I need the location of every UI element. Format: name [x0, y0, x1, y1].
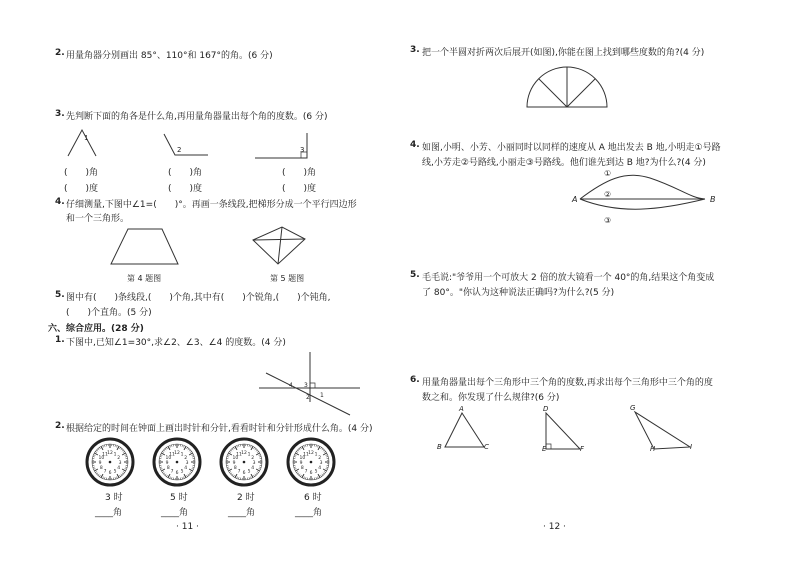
question-text: 图中有( )条线段,( )个角,其中有( )个锐角,( )个钝角, [66, 293, 331, 303]
clock-numeral: 7 [304, 469, 308, 475]
answer-blank[interactable]: ( )角 [282, 168, 317, 178]
clock-numeral: 9 [299, 461, 303, 466]
question-number: 4. [55, 197, 65, 207]
clock-answer[interactable]: ____角 [95, 508, 123, 518]
clock-face[interactable] [221, 439, 267, 485]
clock-numeral: 10 [165, 456, 172, 461]
clock-numeral: 4 [318, 466, 322, 471]
question-number: 3. [55, 109, 65, 119]
question-text: 把一个半圆对折两次后展开(如图),你能在图上找到哪些度数的角?(4 分) [422, 48, 705, 58]
question-text: 线,小芳走②号路线,小丽走③号路线。他们谁先到达 B 地?为什么?(4 分) [422, 158, 706, 168]
clock-time: 2 时 [237, 493, 255, 503]
clock-answer[interactable]: ____角 [161, 508, 189, 518]
question-number: 3. [410, 45, 420, 55]
clock-center-dot [109, 461, 112, 464]
intersecting-lines-figure [259, 352, 360, 415]
clock-numeral: 2 [318, 456, 322, 461]
question-number: 5. [55, 290, 65, 300]
clock-numeral: 3 [185, 461, 189, 466]
clock-numeral: 2 [117, 456, 121, 461]
question-text: 了 80°。"你认为这种说法正确吗?为什么?(5 分) [422, 288, 615, 298]
clock-numeral: 10 [98, 456, 105, 461]
question-text: 如图,小明、小芳、小丽同时以同样的速度从 A 地出发去 B 地,小明走①号路 [422, 143, 721, 153]
clock-numeral: 8 [166, 466, 170, 471]
question-text: 用量角器量出每个三角形中三个角的度数,再求出每个三角形中三个角的度 [422, 378, 713, 388]
clock-numeral: 8 [300, 466, 304, 471]
question-number: 2. [55, 421, 65, 431]
clock-numeral: 11 [236, 452, 242, 458]
clock-numeral: 6 [309, 471, 313, 476]
question-number: 5. [410, 270, 420, 280]
triangle-def [546, 413, 580, 449]
vertex-label: F [580, 445, 585, 453]
kite-figure [253, 227, 305, 264]
angle-figure-1 [68, 130, 96, 156]
clock-numeral: 2 [184, 456, 188, 461]
clock-numeral: 12 [174, 451, 180, 456]
page-number: · 11 · [176, 522, 199, 532]
clock-face[interactable] [87, 439, 133, 485]
clock-numeral: 2 [251, 456, 255, 461]
route-label: ① [604, 169, 612, 178]
clock-numeral: 7 [237, 469, 241, 475]
figure-caption: 第 4 题图 [127, 274, 162, 283]
answer-blank[interactable]: ( )角 [64, 168, 99, 178]
angle-label: 2 [177, 146, 182, 154]
clock-time: 5 时 [170, 493, 188, 503]
clock-numeral: 3 [319, 461, 323, 466]
clock-answer[interactable]: ____角 [295, 508, 323, 518]
clock-numeral: 4 [184, 466, 188, 471]
vertex-label: C [484, 443, 489, 451]
question-text: 根据给定的时间在钟面上画出时针和分针,看看时针和分针形成什么角。(4 分) [66, 424, 373, 434]
clock-numeral: 1 [314, 452, 318, 458]
clock-answer[interactable]: ____角 [228, 508, 256, 518]
clock-center-dot [243, 461, 246, 464]
clock-numeral: 8 [99, 466, 103, 471]
angle-label: 1 [84, 134, 89, 142]
angle-label: 3 [304, 382, 308, 389]
clock-face[interactable] [154, 439, 200, 485]
clock-numeral: 11 [102, 452, 108, 458]
question-number: 1. [55, 335, 65, 345]
clock-numeral: 6 [175, 471, 179, 476]
triangle-abc [445, 413, 484, 447]
clock-numeral: 5 [180, 469, 184, 475]
clock-numeral: 1 [180, 452, 184, 458]
question-text: 仔细测量,下图中∠1=( )°。再画一条线段,把梯形分成一个平行四边形 [66, 200, 357, 210]
vertex-label: I [690, 443, 693, 451]
point-b-label: B [710, 195, 716, 204]
clock-numeral: 6 [108, 471, 112, 476]
clock-numeral: 6 [242, 471, 246, 476]
clock-numeral: 4 [251, 466, 255, 471]
clock-numeral: 5 [113, 469, 117, 475]
route-label: ③ [604, 216, 612, 225]
routes-figure [580, 175, 705, 209]
question-number: 2. [55, 48, 65, 58]
clock-numeral: 12 [241, 451, 247, 456]
trapezoid-figure [111, 229, 178, 264]
clock-numeral: 10 [299, 456, 306, 461]
answer-blank[interactable]: ( )度 [282, 184, 317, 194]
vertex-label: B [437, 443, 442, 451]
clock-numeral: 7 [170, 469, 174, 475]
clock-center-dot [310, 461, 313, 464]
question-text: 下图中,已知∠1=30°,求∠2、∠3、∠4 的度数。(4 分) [66, 338, 286, 348]
angle-label: 3 [300, 146, 305, 154]
vertex-label: G [630, 404, 636, 412]
clock-numeral: 8 [233, 466, 237, 471]
answer-blank[interactable]: ( )度 [64, 184, 99, 194]
angle-label: 2 [306, 394, 310, 401]
clock-numeral: 11 [303, 452, 309, 458]
vertex-label: E [542, 445, 547, 453]
question-number: 4. [410, 140, 420, 150]
clock-numeral: 1 [113, 452, 117, 458]
angle-label: 4 [289, 382, 293, 389]
clock-numeral: 5 [247, 469, 251, 475]
clock-numeral: 4 [117, 466, 121, 471]
clock-numeral: 11 [169, 452, 175, 458]
section-heading: 六、综合应用。(28 分) [48, 324, 144, 334]
question-text: 和一个三角形。 [66, 214, 130, 224]
vertex-label: D [543, 405, 549, 413]
question-text: ( )个直角。(5 分) [66, 308, 152, 318]
page-number: · 12 · [543, 522, 566, 532]
figure-caption: 第 5 题图 [270, 274, 305, 283]
answer-blank[interactable]: ( )度 [168, 184, 203, 194]
clock-numeral: 7 [103, 469, 107, 475]
clock-numeral: 3 [118, 461, 122, 466]
clock-faces [87, 439, 334, 485]
answer-blank[interactable]: ( )角 [168, 168, 203, 178]
question-text: 用量角器分别画出 85°、110°和 167°的角。(6 分) [66, 51, 273, 61]
clock-numeral: 9 [165, 461, 169, 466]
angle-figure-3 [255, 133, 307, 158]
semicircle-figure [527, 67, 607, 107]
clock-numeral: 5 [314, 469, 318, 475]
point-a-label: A [572, 195, 578, 204]
vertex-label: H [650, 445, 656, 453]
clock-time: 3 时 [105, 493, 123, 503]
clock-numeral: 9 [98, 461, 102, 466]
clock-numeral: 9 [232, 461, 236, 466]
clock-numeral: 12 [308, 451, 314, 456]
clock-center-dot [176, 461, 179, 464]
clock-face[interactable] [288, 439, 334, 485]
question-text: 毛毛说:"爷爷用一个可放大 2 倍的放大镜看一个 40°的角,结果这个角变成 [422, 273, 715, 283]
question-text: 数之和。你发现了什么规律?(6 分) [422, 393, 560, 403]
clock-numeral: 3 [252, 461, 256, 466]
clock-time: 6 时 [304, 493, 322, 503]
clock-numeral: 12 [107, 451, 113, 456]
route-label: ② [604, 190, 612, 199]
angle-figure-2 [164, 134, 208, 155]
question-text: 先判断下面的角各是什么角,再用量角器量出每个角的度数。(6 分) [66, 112, 328, 122]
vertex-label: A [459, 405, 464, 413]
clock-numeral: 10 [232, 456, 239, 461]
triangle-ghi [635, 412, 693, 451]
clock-numeral: 1 [247, 452, 251, 458]
angle-label: 1 [320, 392, 324, 399]
question-number: 6. [410, 375, 420, 385]
